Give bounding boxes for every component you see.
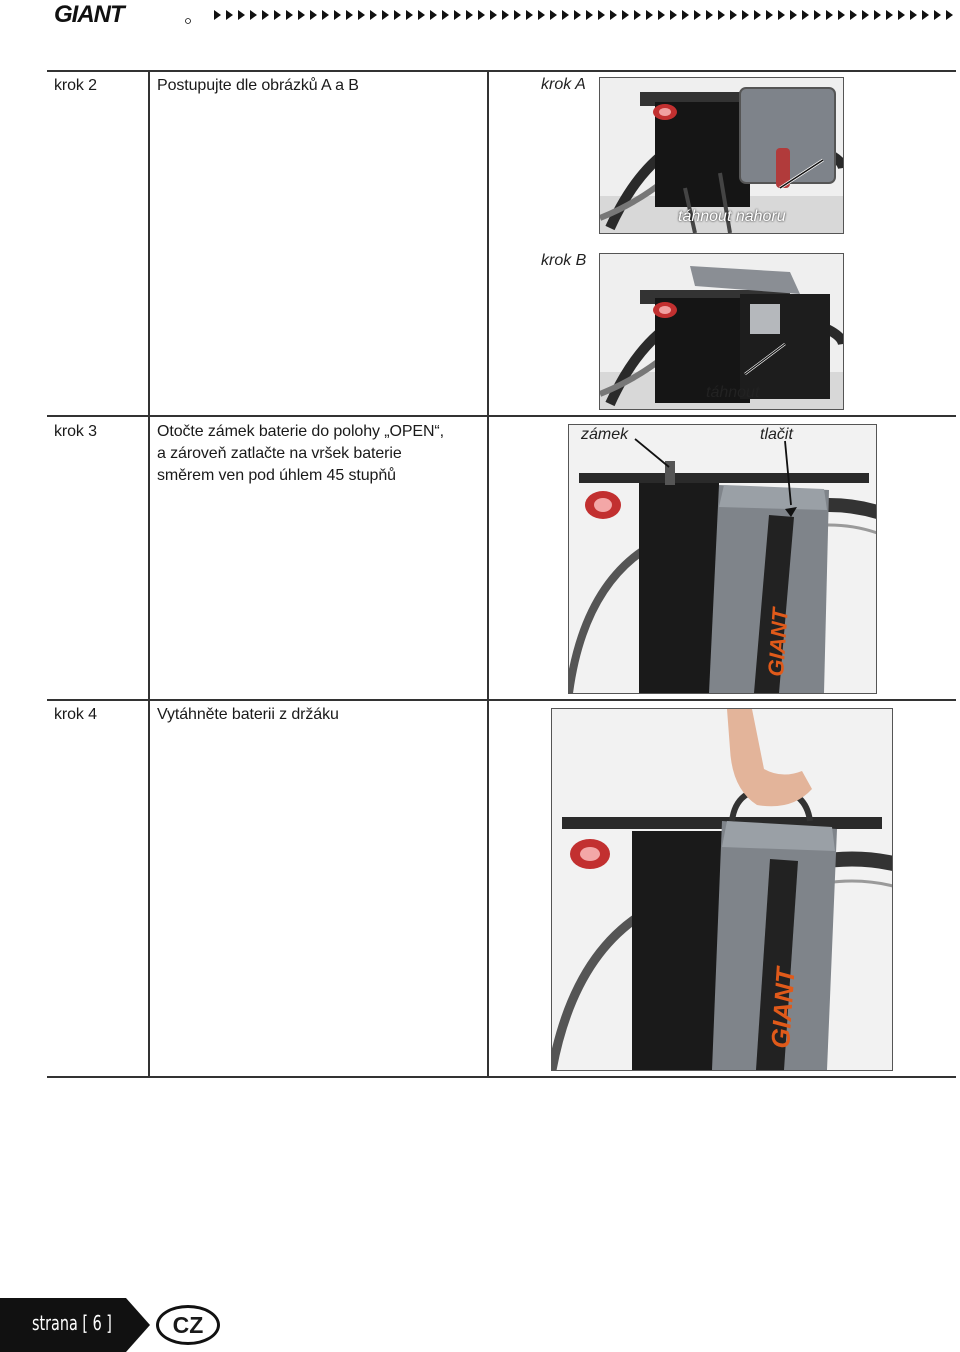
photo-callout-push: tlačit <box>760 426 793 443</box>
arrow-icon <box>346 10 353 20</box>
step-instruction: Postupujte dle obrázků A a B <box>157 77 359 94</box>
photo-step-3 <box>568 424 877 694</box>
column-divider-2 <box>487 70 489 1078</box>
arrow-icon <box>922 10 929 20</box>
table-top-rule <box>47 70 956 72</box>
arrow-icon <box>214 10 221 20</box>
photo-caption-b: krok B <box>541 252 587 269</box>
arrow-icon <box>526 10 533 20</box>
arrow-icon <box>826 10 833 20</box>
arrow-icon <box>334 10 341 20</box>
header-arrow-strip <box>214 8 954 20</box>
arrow-icon <box>394 10 401 20</box>
table-bottom-rule <box>47 1076 956 1078</box>
arrow-icon <box>238 10 245 20</box>
arrow-icon <box>874 10 881 20</box>
arrow-icon <box>358 10 365 20</box>
arrow-icon <box>490 10 497 20</box>
svg-text:GIANT: GIANT <box>763 607 793 678</box>
photo-step-4 <box>551 708 893 1071</box>
step-label: krok 2 <box>54 77 97 94</box>
photo-caption-a: krok A <box>541 76 586 93</box>
arrow-icon <box>406 10 413 20</box>
arrow-icon <box>634 10 641 20</box>
arrow-icon <box>574 10 581 20</box>
row-divider-4 <box>47 699 956 701</box>
step-label: krok 3 <box>54 423 97 440</box>
photo-callout-lock: zámek <box>581 426 629 443</box>
arrow-icon <box>586 10 593 20</box>
arrow-icon <box>550 10 557 20</box>
arrow-icon <box>622 10 629 20</box>
step-label: krok 4 <box>54 706 97 723</box>
arrow-icon <box>754 10 761 20</box>
photo-callout-b: táhnout <box>706 384 760 401</box>
arrow-icon <box>454 10 461 20</box>
arrow-icon <box>502 10 509 20</box>
arrow-icon <box>418 10 425 20</box>
arrow-icon <box>250 10 257 20</box>
arrow-icon <box>850 10 857 20</box>
arrow-icon <box>382 10 389 20</box>
arrow-icon <box>790 10 797 20</box>
arrow-icon <box>442 10 449 20</box>
arrow-icon <box>478 10 485 20</box>
giant-logo <box>52 3 192 25</box>
arrow-icon <box>370 10 377 20</box>
arrow-icon <box>514 10 521 20</box>
arrow-icon <box>430 10 437 20</box>
arrow-icon <box>778 10 785 20</box>
arrow-icon <box>898 10 905 20</box>
arrow-icon <box>742 10 749 20</box>
arrow-icon <box>682 10 689 20</box>
arrow-icon <box>670 10 677 20</box>
arrow-icon <box>322 10 329 20</box>
photo-callout-a: táhnout nahoru <box>678 208 786 225</box>
step-instruction-line-1: Otočte zámek baterie do polohy „OPEN“, <box>157 423 444 440</box>
arrow-icon <box>538 10 545 20</box>
arrow-icon <box>598 10 605 20</box>
arrow-icon <box>838 10 845 20</box>
arrow-icon <box>274 10 281 20</box>
arrow-icon <box>298 10 305 20</box>
arrow-icon <box>262 10 269 20</box>
row-divider-3 <box>47 415 956 417</box>
brand-text: GIANT <box>54 3 124 25</box>
arrow-icon <box>706 10 713 20</box>
arrow-icon <box>466 10 473 20</box>
arrow-icon <box>646 10 653 20</box>
arrow-icon <box>910 10 917 20</box>
arrow-icon <box>886 10 893 20</box>
arrow-icon <box>562 10 569 20</box>
step-instruction: Vytáhněte baterii z držáku <box>157 706 339 723</box>
arrow-icon <box>814 10 821 20</box>
arrow-icon <box>802 10 809 20</box>
arrow-icon <box>766 10 773 20</box>
arrow-icon <box>610 10 617 20</box>
step-instruction-line-3: směrem ven pod úhlem 45 stupňů <box>157 467 396 484</box>
arrow-icon <box>718 10 725 20</box>
arrow-icon <box>862 10 869 20</box>
page-number: strana [ 6 ] <box>32 1311 112 1335</box>
arrow-icon <box>658 10 665 20</box>
arrow-icon <box>226 10 233 20</box>
arrow-icon <box>286 10 293 20</box>
arrow-icon <box>946 10 953 20</box>
arrow-icon <box>694 10 701 20</box>
svg-text:GIANT: GIANT <box>765 966 801 1050</box>
language-badge: CZ <box>156 1305 220 1345</box>
arrow-icon <box>730 10 737 20</box>
arrow-icon <box>934 10 941 20</box>
arrow-icon <box>310 10 317 20</box>
column-divider-1 <box>148 70 150 1078</box>
step-instruction-line-2: a zároveň zatlačte na vršek baterie <box>157 445 402 462</box>
